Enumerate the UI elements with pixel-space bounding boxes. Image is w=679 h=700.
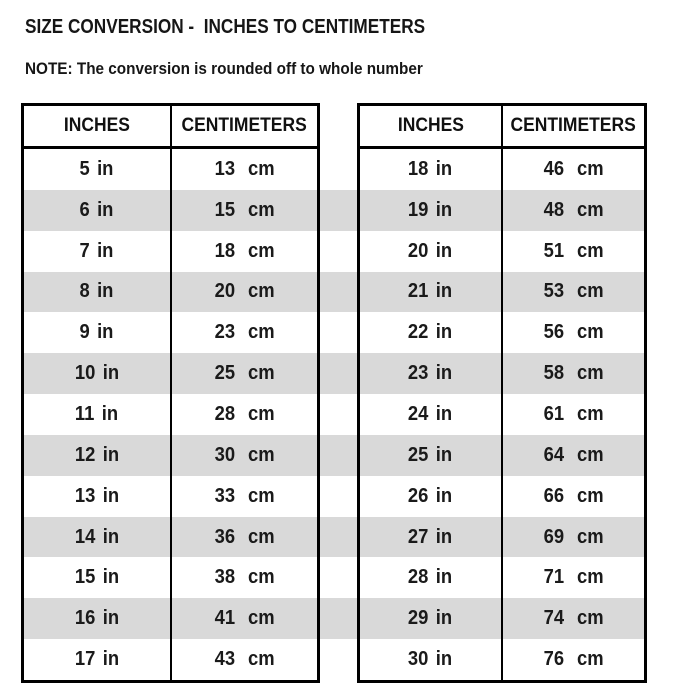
cm-value: 74 bbox=[543, 607, 564, 630]
inches-value: 11 bbox=[75, 402, 95, 425]
centimeters-cell bbox=[501, 353, 644, 394]
inches-cell bbox=[360, 598, 501, 639]
cm-unit: cm bbox=[247, 280, 275, 303]
inches-cell bbox=[360, 312, 501, 353]
table-row bbox=[360, 272, 644, 313]
table-gap-header-spacer bbox=[320, 106, 357, 149]
inches-unit: in bbox=[436, 648, 453, 671]
table-row bbox=[360, 557, 644, 598]
table-row bbox=[24, 517, 317, 558]
inches-column-header: INCHES bbox=[397, 115, 464, 136]
table-row bbox=[24, 557, 317, 598]
inches-value: 12 bbox=[74, 443, 96, 466]
table-row bbox=[24, 394, 317, 435]
cm-value: 53 bbox=[543, 280, 564, 303]
cm-value: 18 bbox=[214, 239, 235, 262]
inches-unit: in bbox=[97, 280, 114, 303]
inches-cell bbox=[24, 231, 170, 272]
table-gap-stripe bbox=[320, 435, 357, 476]
table-gap-stripe bbox=[320, 598, 357, 639]
centimeters-cell bbox=[170, 149, 318, 190]
cm-value: 66 bbox=[543, 484, 564, 507]
inches-value: 28 bbox=[408, 566, 429, 589]
conversion-tables bbox=[21, 103, 647, 683]
inches-unit: in bbox=[102, 525, 119, 548]
cm-unit: cm bbox=[576, 362, 604, 385]
cm-value: 76 bbox=[543, 648, 564, 671]
table-row bbox=[24, 312, 317, 353]
table-header bbox=[24, 106, 317, 149]
centimeters-cell bbox=[501, 476, 644, 517]
cm-unit: cm bbox=[576, 607, 604, 630]
cm-value: 41 bbox=[214, 607, 235, 630]
centimeters-cell bbox=[170, 353, 318, 394]
inches-unit: in bbox=[97, 198, 114, 221]
cm-value: 23 bbox=[214, 321, 235, 344]
cm-value: 58 bbox=[543, 362, 564, 385]
cm-unit: cm bbox=[247, 321, 275, 344]
inches-value: 6 bbox=[79, 198, 91, 221]
cm-value: 69 bbox=[543, 525, 564, 548]
inches-unit: in bbox=[102, 443, 119, 466]
inches-cell bbox=[360, 435, 501, 476]
table-row bbox=[360, 394, 644, 435]
table-gap-stripe bbox=[320, 231, 357, 272]
inches-unit: in bbox=[102, 566, 119, 589]
cm-unit: cm bbox=[247, 648, 275, 671]
inches-value: 9 bbox=[79, 321, 91, 344]
centimeters-cell bbox=[170, 476, 318, 517]
cm-value: 28 bbox=[214, 402, 235, 425]
cm-unit: cm bbox=[576, 566, 604, 589]
table-row bbox=[24, 435, 317, 476]
inches-unit: in bbox=[97, 239, 114, 262]
inches-value: 5 bbox=[79, 157, 91, 180]
inches-unit: in bbox=[101, 402, 119, 425]
conversion-table-left bbox=[21, 103, 320, 683]
cm-value: 64 bbox=[543, 443, 564, 466]
cm-unit: cm bbox=[247, 566, 275, 589]
inches-cell bbox=[24, 557, 170, 598]
table-gap-stripe bbox=[320, 149, 357, 190]
table-row bbox=[24, 272, 317, 313]
centimeters-cell bbox=[170, 557, 318, 598]
inches-cell bbox=[360, 353, 501, 394]
inches-value: 20 bbox=[408, 239, 429, 262]
centimeters-cell bbox=[170, 517, 318, 558]
cm-unit: cm bbox=[576, 198, 604, 221]
inches-unit: in bbox=[436, 362, 453, 385]
cm-unit: cm bbox=[247, 157, 275, 180]
table-row bbox=[24, 149, 317, 190]
inches-value: 30 bbox=[408, 648, 429, 671]
cm-value: 43 bbox=[214, 648, 235, 671]
inches-value: 23 bbox=[408, 362, 429, 385]
cm-unit: cm bbox=[576, 280, 604, 303]
inches-unit: in bbox=[436, 157, 453, 180]
cm-unit: cm bbox=[247, 484, 275, 507]
table-body bbox=[360, 149, 644, 680]
inches-cell bbox=[24, 190, 170, 231]
table-header bbox=[360, 106, 644, 149]
cm-value: 13 bbox=[214, 157, 235, 180]
inches-value: 26 bbox=[408, 484, 429, 507]
inches-value: 18 bbox=[408, 157, 429, 180]
inches-unit: in bbox=[97, 157, 114, 180]
table-row bbox=[24, 476, 317, 517]
inches-cell bbox=[360, 394, 501, 435]
centimeters-cell bbox=[170, 272, 318, 313]
inches-unit: in bbox=[436, 321, 453, 344]
inches-cell bbox=[24, 272, 170, 313]
inches-unit: in bbox=[436, 607, 453, 630]
inches-unit: in bbox=[436, 484, 453, 507]
centimeters-cell bbox=[501, 190, 644, 231]
table-gap-stripe bbox=[320, 190, 357, 231]
inches-unit: in bbox=[102, 484, 119, 507]
inches-cell bbox=[24, 517, 170, 558]
centimeters-cell bbox=[501, 435, 644, 476]
cm-unit: cm bbox=[576, 402, 604, 425]
table-gap-stripe bbox=[320, 394, 357, 435]
inches-unit: in bbox=[436, 566, 453, 589]
cm-unit: cm bbox=[247, 607, 275, 630]
inches-cell bbox=[24, 639, 170, 680]
inches-cell bbox=[360, 476, 501, 517]
centimeters-cell bbox=[170, 231, 318, 272]
inches-cell bbox=[24, 598, 170, 639]
centimeters-cell bbox=[501, 598, 644, 639]
inches-unit: in bbox=[102, 607, 119, 630]
table-gap-stripe bbox=[320, 517, 357, 558]
centimeters-cell bbox=[501, 639, 644, 680]
cm-value: 15 bbox=[214, 198, 235, 221]
centimeters-cell bbox=[501, 517, 644, 558]
inches-value: 15 bbox=[74, 566, 96, 589]
inches-value: 7 bbox=[79, 239, 91, 262]
table-row bbox=[360, 149, 644, 190]
inches-unit: in bbox=[436, 525, 453, 548]
centimeters-cell bbox=[501, 272, 644, 313]
cm-unit: cm bbox=[247, 362, 275, 385]
inches-value: 17 bbox=[74, 648, 96, 671]
table-body bbox=[24, 149, 317, 680]
centimeters-cell bbox=[170, 394, 318, 435]
centimeters-cell bbox=[501, 231, 644, 272]
table-row bbox=[24, 639, 317, 680]
inches-value: 19 bbox=[408, 198, 429, 221]
cm-unit: cm bbox=[576, 484, 604, 507]
cm-unit: cm bbox=[576, 648, 604, 671]
page-title: SIZE CONVERSION - INCHES TO CENTIMETERS bbox=[25, 16, 426, 38]
table-gap bbox=[320, 103, 357, 683]
table-row bbox=[360, 353, 644, 394]
inches-cell bbox=[360, 557, 501, 598]
inches-cell bbox=[360, 272, 501, 313]
table-row bbox=[360, 517, 644, 558]
inches-cell bbox=[360, 149, 501, 190]
cm-value: 38 bbox=[214, 566, 235, 589]
centimeters-cell bbox=[170, 190, 318, 231]
inches-value: 8 bbox=[79, 280, 91, 303]
cm-value: 71 bbox=[543, 566, 564, 589]
inches-unit: in bbox=[436, 402, 453, 425]
inches-unit: in bbox=[97, 321, 114, 344]
inches-unit: in bbox=[436, 198, 453, 221]
cm-unit: cm bbox=[247, 525, 275, 548]
cm-value: 61 bbox=[543, 402, 564, 425]
inches-unit: in bbox=[102, 362, 119, 385]
cm-unit: cm bbox=[247, 402, 275, 425]
table-row bbox=[24, 598, 317, 639]
inches-value: 16 bbox=[74, 607, 96, 630]
table-row bbox=[360, 476, 644, 517]
cm-value: 30 bbox=[214, 443, 235, 466]
cm-unit: cm bbox=[247, 198, 275, 221]
table-row bbox=[360, 190, 644, 231]
table-gap-stripe bbox=[320, 476, 357, 517]
inches-cell bbox=[360, 639, 501, 680]
inches-value: 21 bbox=[408, 280, 429, 303]
cm-value: 20 bbox=[214, 280, 235, 303]
centimeters-cell bbox=[170, 435, 318, 476]
inches-unit: in bbox=[436, 239, 453, 262]
cm-value: 36 bbox=[214, 525, 235, 548]
inches-cell bbox=[24, 476, 170, 517]
table-row bbox=[360, 598, 644, 639]
inches-value: 22 bbox=[408, 321, 429, 344]
table-gap-stripe bbox=[320, 353, 357, 394]
cm-value: 25 bbox=[214, 362, 235, 385]
table-gap-stripe bbox=[320, 639, 357, 680]
inches-value: 25 bbox=[408, 443, 429, 466]
inches-value: 10 bbox=[74, 362, 96, 385]
inches-value: 13 bbox=[74, 484, 96, 507]
cm-unit: cm bbox=[247, 239, 275, 262]
centimeters-column-header: CENTIMETERS bbox=[501, 106, 644, 146]
inches-cell bbox=[24, 312, 170, 353]
inches-value: 29 bbox=[408, 607, 429, 630]
table-row bbox=[360, 312, 644, 353]
table-row bbox=[360, 231, 644, 272]
table-row bbox=[24, 190, 317, 231]
note-text: NOTE: The conversion is rounded off to whole number bbox=[25, 59, 423, 78]
table-row bbox=[24, 353, 317, 394]
centimeters-cell bbox=[170, 598, 318, 639]
cm-unit: cm bbox=[576, 239, 604, 262]
inches-cell bbox=[24, 353, 170, 394]
table-gap-stripe bbox=[320, 312, 357, 353]
inches-unit: in bbox=[102, 648, 119, 671]
inches-value: 27 bbox=[408, 525, 429, 548]
cm-value: 33 bbox=[214, 484, 235, 507]
table-row bbox=[360, 639, 644, 680]
inches-cell bbox=[24, 435, 170, 476]
inches-cell bbox=[360, 517, 501, 558]
inches-value: 24 bbox=[408, 402, 429, 425]
inches-column-header: INCHES bbox=[63, 115, 130, 136]
centimeters-cell bbox=[501, 394, 644, 435]
cm-value: 46 bbox=[543, 157, 564, 180]
inches-unit: in bbox=[436, 280, 453, 303]
table-gap-stripe bbox=[320, 557, 357, 598]
centimeters-cell bbox=[501, 312, 644, 353]
inches-cell bbox=[24, 394, 170, 435]
cm-value: 56 bbox=[543, 321, 564, 344]
inches-cell bbox=[360, 190, 501, 231]
inches-value: 14 bbox=[74, 525, 96, 548]
inches-unit: in bbox=[436, 443, 453, 466]
table-gap-stripe bbox=[320, 272, 357, 313]
cm-unit: cm bbox=[576, 157, 604, 180]
centimeters-cell bbox=[170, 639, 318, 680]
table-row bbox=[24, 231, 317, 272]
inches-cell bbox=[360, 231, 501, 272]
centimeters-cell bbox=[170, 312, 318, 353]
cm-value: 51 bbox=[543, 239, 564, 262]
cm-unit: cm bbox=[247, 443, 275, 466]
centimeters-cell bbox=[501, 557, 644, 598]
inches-cell bbox=[24, 149, 170, 190]
table-row bbox=[360, 435, 644, 476]
centimeters-cell bbox=[501, 149, 644, 190]
cm-unit: cm bbox=[576, 443, 604, 466]
centimeters-column-header: CENTIMETERS bbox=[170, 106, 318, 146]
cm-unit: cm bbox=[576, 321, 604, 344]
cm-unit: cm bbox=[576, 525, 604, 548]
cm-value: 48 bbox=[543, 198, 564, 221]
conversion-table-right bbox=[357, 103, 647, 683]
